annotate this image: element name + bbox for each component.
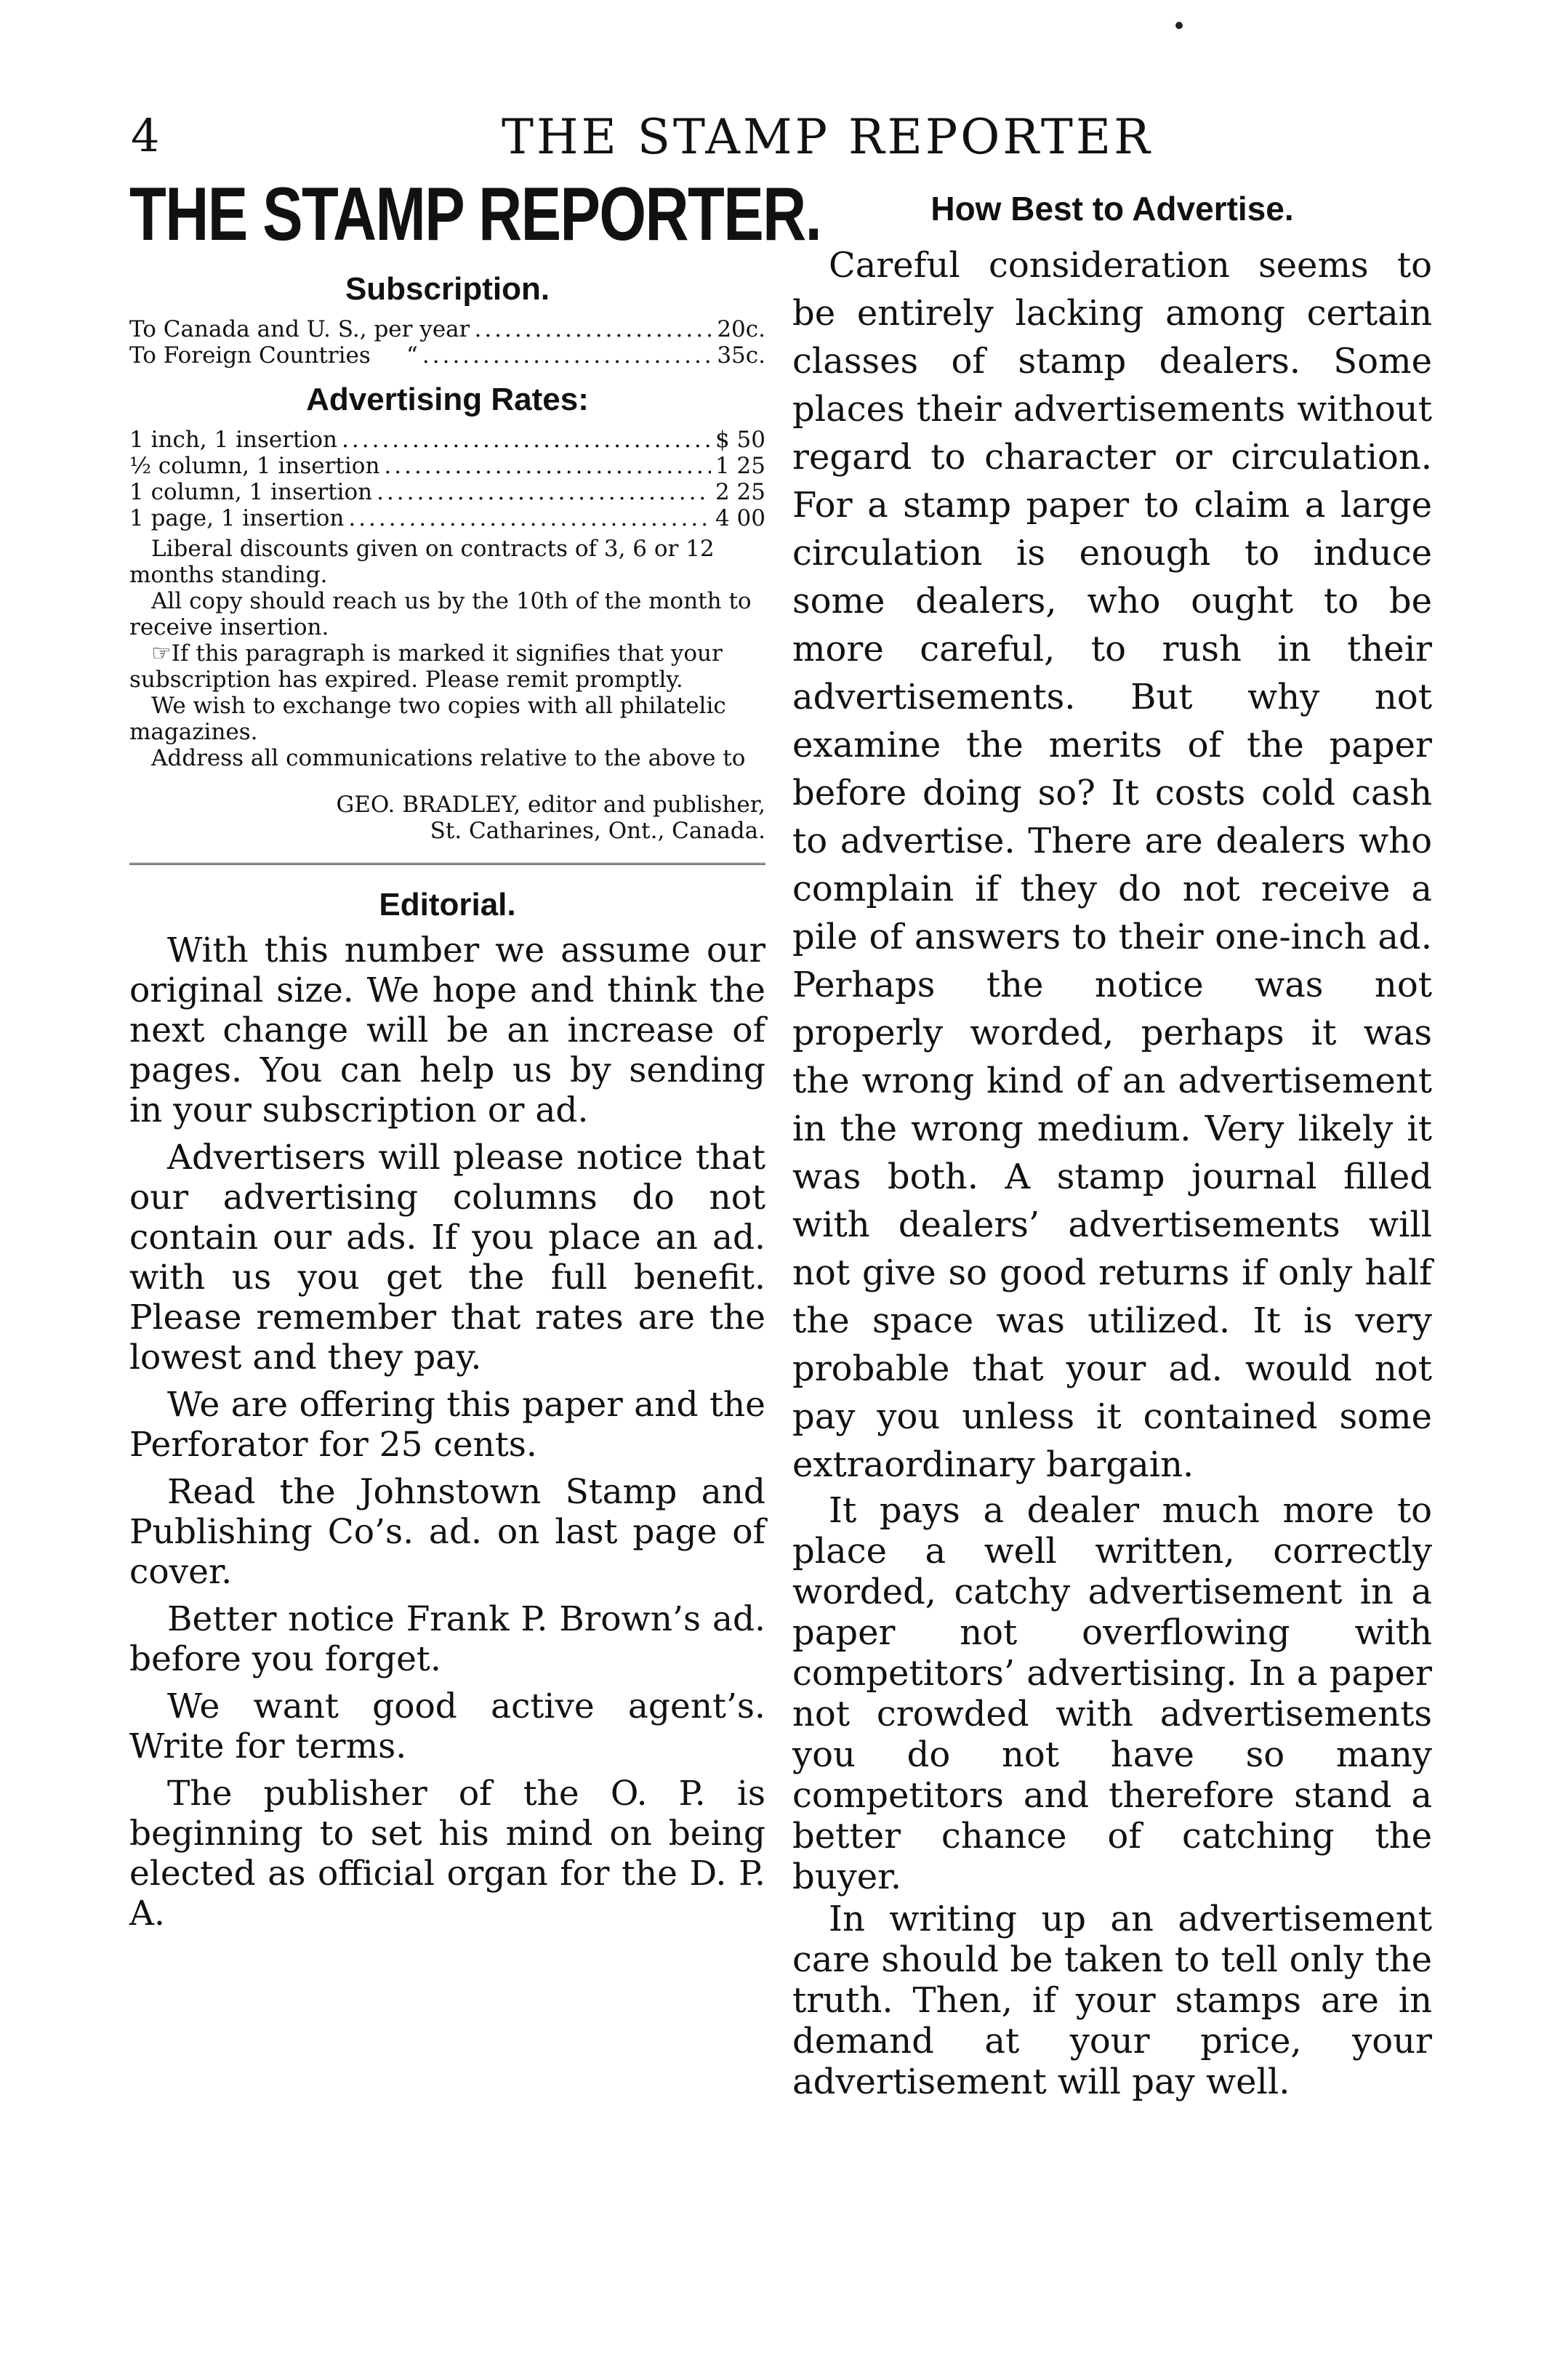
running-title: THE STAMP REPORTER	[502, 109, 1153, 165]
right-column	[792, 189, 1432, 2104]
rate-label: 1 page, 1 insertion	[129, 505, 345, 531]
rate-label: 1 inch, 1 insertion	[129, 427, 338, 453]
rate-row	[129, 453, 765, 479]
note-copy-deadline: All copy should reach us by the 10th of the month to receive insertion.	[129, 588, 752, 640]
editorial-paragraph: Advertisers will please notice that our advertising columns do not contain our ads. If you place an ad. with us you get the full benefit. Please remember that rates are the lowest and they pay.	[129, 1138, 765, 1377]
editorial-paragraph: Read the Johnstown Stamp and Publishing Co’s. ad. on last page of cover.	[129, 1472, 765, 1592]
rate-value: $ 50	[715, 427, 765, 453]
article-body	[792, 241, 1432, 2102]
running-head	[0, 109, 1568, 174]
article-paragraph: Careful consideration seems to be entirely lacking among certain classes of stamp dealers. Some places their advertisements without regard to character or circulation. For a stamp paper to claim a large circulation is enough to induce some dealers, who ought to be more careful, to rush in their advertisements. But why not examine the merits of the paper before doing so? It costs cold cash to advertise. There are dealers who complain if they do not receive a pile of answers to their one-inch ad. Perhaps the notice was not properly worded, perhaps it was the wrong kind of an advertisement in the wrong medium. Very likely it was both. A stamp journal filled with dealers’ advertisements will not give so good returns if only half the space was utilized. It is very probable that your ad. would not pay you unless it contained some extraordinary bargain.	[792, 245, 1432, 1485]
rate-value: 4 00	[715, 505, 765, 531]
publisher-signature	[129, 792, 765, 844]
rate-label: ½ column, 1 insertion	[129, 453, 380, 479]
rate-row	[129, 479, 765, 505]
subscription-row	[129, 316, 765, 342]
editorial-paragraph: The publisher of the O. P. is beginning to set his mind on being elected as official organ for the D. P. A.	[129, 1774, 765, 1934]
rates-table	[129, 427, 765, 531]
editorial-body	[129, 930, 765, 1934]
subscription-label: To Canada and U. S., per year	[129, 316, 470, 342]
signature-place: St. Catharines, Ont., Canada.	[430, 818, 765, 844]
subscription-heading: Subscription.	[345, 271, 550, 307]
subscription-value: 20c.	[717, 316, 765, 342]
note-exchange: We wish to exchange two copies with all philatelic magazines.	[129, 693, 726, 745]
signature-name: GEO. BRADLEY, editor and publisher,	[336, 792, 765, 818]
editorial-heading: Editorial.	[379, 887, 516, 922]
advertising-rates-heading: Advertising Rates:	[306, 382, 589, 417]
rate-row	[129, 427, 765, 453]
page-number: 4	[131, 109, 160, 162]
rate-value: 2 25	[715, 479, 765, 505]
note-address: Address all communications relative to the above to	[151, 745, 746, 771]
editorial-paragraph: We want good active agent’s. Write for terms.	[129, 1686, 765, 1766]
subscription-label: To Foreign Countries “	[129, 342, 418, 369]
article-paragraph: It pays a dealer much more to place a well written, correctly worded, catchy advertisement in a paper not overflowing with competitors’ advertising. In a paper not crowded with advertisements you do not have so many competitors and therefore stand a better chance of catching the buyer.	[792, 1490, 1432, 1897]
rate-value: 1 25	[715, 453, 765, 479]
article-paragraph: In writing up an advertisement care should be taken to tell only the truth. Then, if your stamps are in demand at your price, your advertisement will pay well.	[792, 1899, 1432, 2102]
subscription-value: 35c.	[717, 342, 765, 369]
note-expired: ☞If this paragraph is marked it signifies that your subscription has expired. Please remit promptly.	[129, 640, 723, 693]
subscription-row	[129, 342, 765, 369]
editorial-paragraph: With this number we assume our original size. We hope and think the next change will be an increase of pages. You can help us by sending in your subscription or ad.	[129, 930, 765, 1130]
article-heading: How Best to Advertise.	[930, 190, 1294, 228]
publisher-notes	[129, 536, 765, 771]
note-discounts: Liberal discounts given on contracts of 3, 6 or 12 months standing.	[129, 536, 715, 588]
masthead-title: THE STAMP REPORTER.	[129, 172, 821, 257]
print-speck	[1175, 22, 1183, 29]
section-divider	[129, 863, 765, 868]
editorial-paragraph: Better notice Frank P. Brown’s ad. before you forget.	[129, 1599, 765, 1679]
left-column	[129, 171, 821, 1941]
rate-row	[129, 505, 765, 531]
subscription-table	[129, 316, 765, 369]
rate-label: 1 column, 1 insertion	[129, 479, 373, 505]
editorial-paragraph: We are offering this paper and the Perforator for 25 cents.	[129, 1385, 765, 1465]
